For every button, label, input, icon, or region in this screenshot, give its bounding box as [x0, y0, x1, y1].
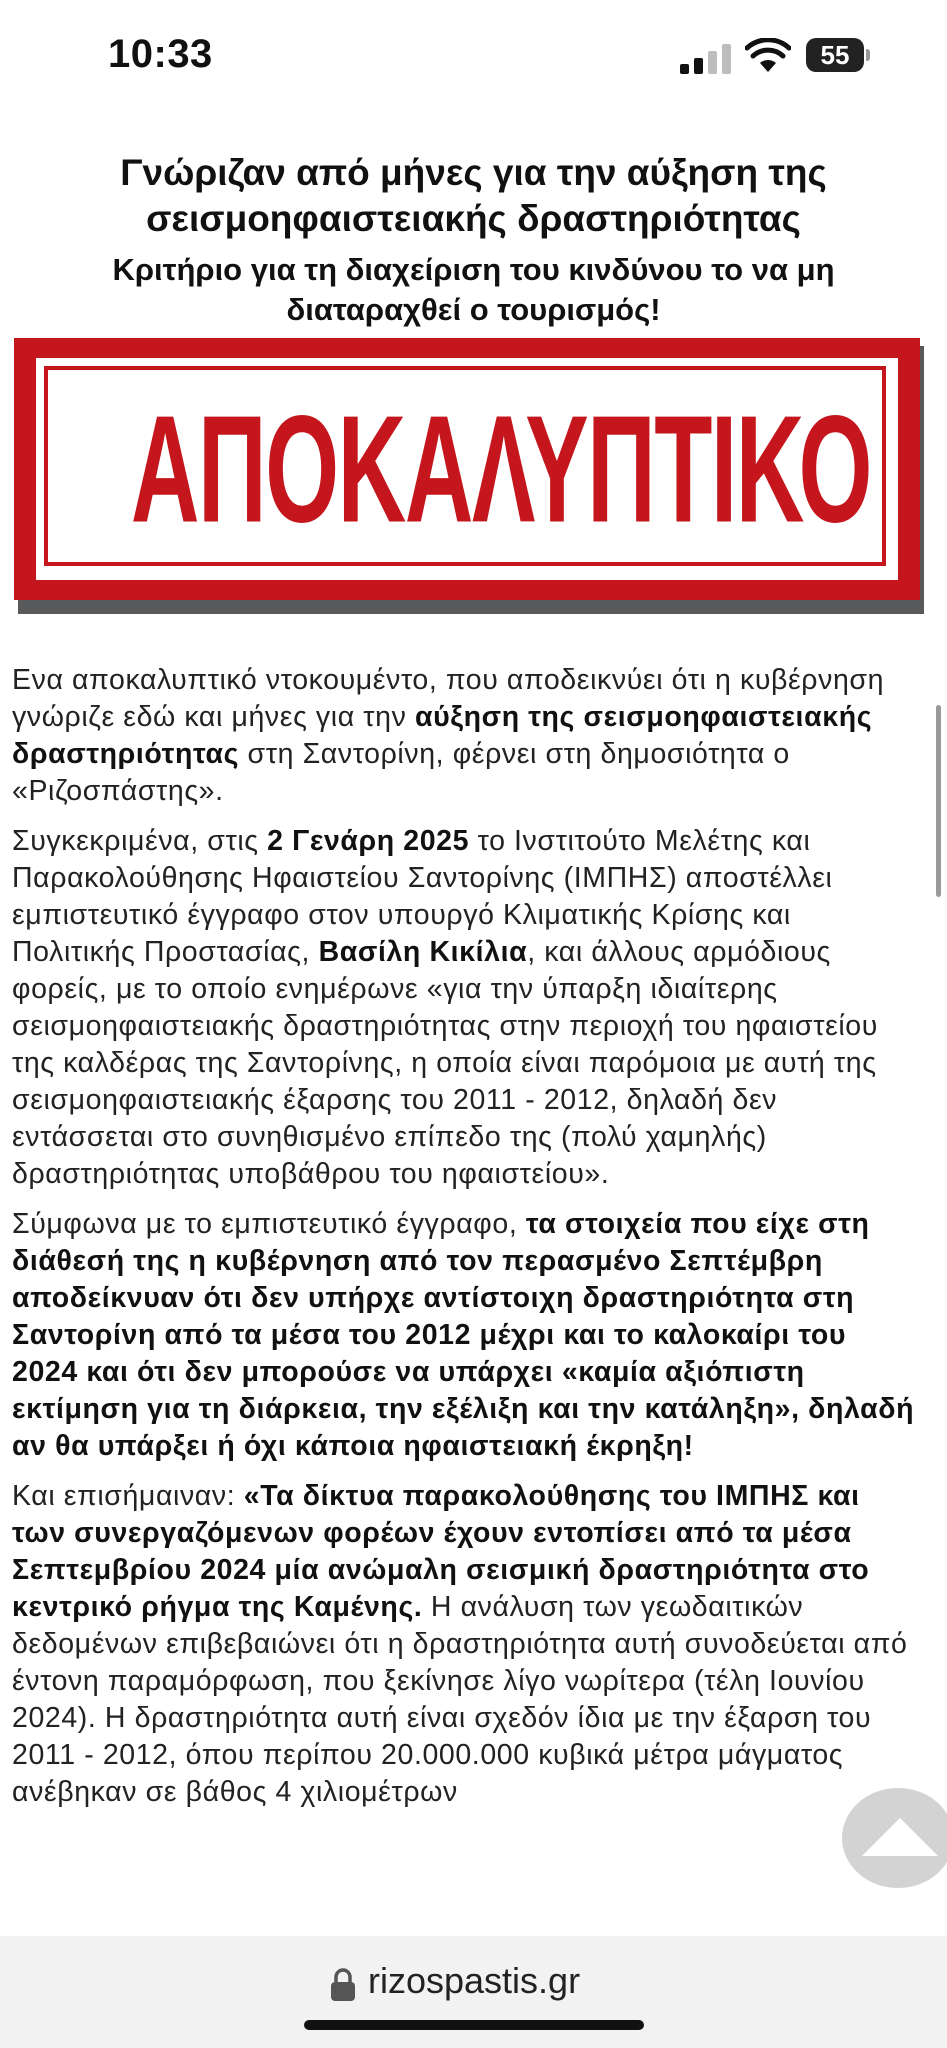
battery-cap — [866, 49, 870, 61]
cellular-signal-icon — [680, 44, 732, 74]
headline-line-2: σεισμοηφαιστειακής δραστηριότητας — [146, 198, 801, 239]
bold-span: αύξηση της σεισμοηφαιστειακής δραστηριότητας — [12, 701, 873, 770]
text-span: Σύμφωνα με το εμπιστευτικό έγγραφο, — [12, 1208, 526, 1240]
arrow-up-icon — [862, 1818, 938, 1856]
back-to-top-button[interactable] — [842, 1788, 947, 1888]
article-subheadline — [50, 250, 897, 330]
bold-span: Βασίλη Κικίλια — [318, 936, 528, 968]
text-span: Και επισήμαιναν: — [12, 1480, 244, 1512]
lock-icon — [330, 1968, 356, 2002]
home-indicator[interactable] — [304, 2020, 644, 2030]
browser-url-bar[interactable] — [0, 1936, 947, 2048]
scrollbar[interactable] — [936, 705, 941, 897]
paragraph-3 — [12, 1206, 916, 1465]
article-headline — [50, 150, 897, 242]
status-time: 10:33 — [108, 32, 213, 76]
subheadline-line-2: διαταραχθεί ο τουρισμός! — [286, 292, 661, 327]
battery-level-text: 55 — [820, 40, 850, 70]
url-text[interactable]: rizospastis.gr — [368, 1960, 581, 2001]
apokalyptiko-banner — [14, 338, 928, 616]
status-bar — [0, 0, 947, 112]
text-span: Συγκεκριμένα, στις — [12, 825, 268, 857]
paragraph-2 — [12, 823, 916, 1193]
headline-line-1: Γνώριζαν από μήνες για την αύξηση της — [120, 152, 827, 193]
article-body — [12, 662, 916, 1824]
text-span: το Ινστιτούτο Μελέτης και Παρακολούθησης Ηφαιστείου Σαντορίνης (ΙΜΠΗΣ) αποστέλλει εμπιστευτικό έγγραφο στον υπουργό Κλιματικής Κρίσης και Πολιτικής Προστασίας, — [12, 825, 833, 968]
battery-indicator — [806, 38, 870, 72]
paragraph-4 — [12, 1478, 916, 1811]
text-span: , και άλλους αρμόδιους φορείς, με το οποίο ενημέρωνε «για την ύπαρξη ιδιαίτερης σεισμοηφαιστειακής δραστηριότητας στην περιοχή του ηφαιστείου της καλδέρας της Σαντορίνης, η οποία είναι παρόμοια με αυτή της σεισμοηφαιστειακής έξαρσης του 2011 - 2012, δηλαδή δεν εντάσσεται στο συνηθισμένο επίπεδο της (πολύ χαμηλής) δραστηριότητας υποβάθρου του ηφαιστείου». — [12, 936, 878, 1190]
subheadline-line-1: Κριτήριο για τη διαχείριση του κινδύνου το να μη — [112, 252, 835, 287]
text-span: στη Σαντορίνη, φέρνει στη δημοσιότητα ο «Ριζοσπάστης». — [12, 738, 790, 807]
bold-span: 2 Γενάρη 2025 — [267, 825, 470, 857]
bold-span: «Τα δίκτυα παρακολούθησης του ΙΜΠΗΣ και των συνεργαζόμενων φορέων έχουν εντοπίσει από τα μέσα Σεπτεμβρίου 2024 μία ανώμαλη σεισμική δραστηριότητα στο κεντρικό ρήγμα της Καμένης. — [12, 1480, 870, 1623]
text-span: Ενα αποκαλυπτικό ντοκουμέντο, που αποδεικνύει ότι η κυβέρνηση γνώριζε εδώ και μήνες για την — [12, 664, 885, 733]
bold-span: τα στοιχεία που είχε στη διάθεσή της η κυβέρνηση από τον περασμένο Σεπτέμβρη αποδείκνυαν ότι δεν υπήρχε αντίστοιχη δραστηριότητα στη Σαντορίνη από τα μέσα του 2012 μέχρι και το καλοκαίρι του 2024 και ότι δεν μπορούσε να υπάρχει «καμία αξιόπιστη εκτίμηση για τη διάρκεια, την εξέλιξη και την κατάληξη», δηλαδή αν θα υπάρξει ή όχι κάποια ηφαιστειακή έκρηξη! — [12, 1208, 915, 1462]
banner-text: ΑΠΟΚΑΛΥΠΤΙΚΟ — [130, 384, 871, 554]
wifi-icon — [745, 38, 791, 74]
paragraph-1 — [12, 662, 916, 810]
text-span: Η ανάλυση των γεωδαιτικών δεδομένων επιβεβαιώνει ότι η δραστηριότητα αυτή συνοδεύεται από έντονη παραμόρφωση, που ξεκίνησε λίγο νωρίτερα (τέλη Ιουνίου 2024). Η δραστηριότητα αυτή είναι σχεδόν ίδια με την έξαρση του 2011 - 2012, όπου περίπου 20.000.000 κυβικά μέτρα μάγματος ανέβηκαν σε βάθος 4 χιλιομέτρων — [12, 1591, 908, 1808]
